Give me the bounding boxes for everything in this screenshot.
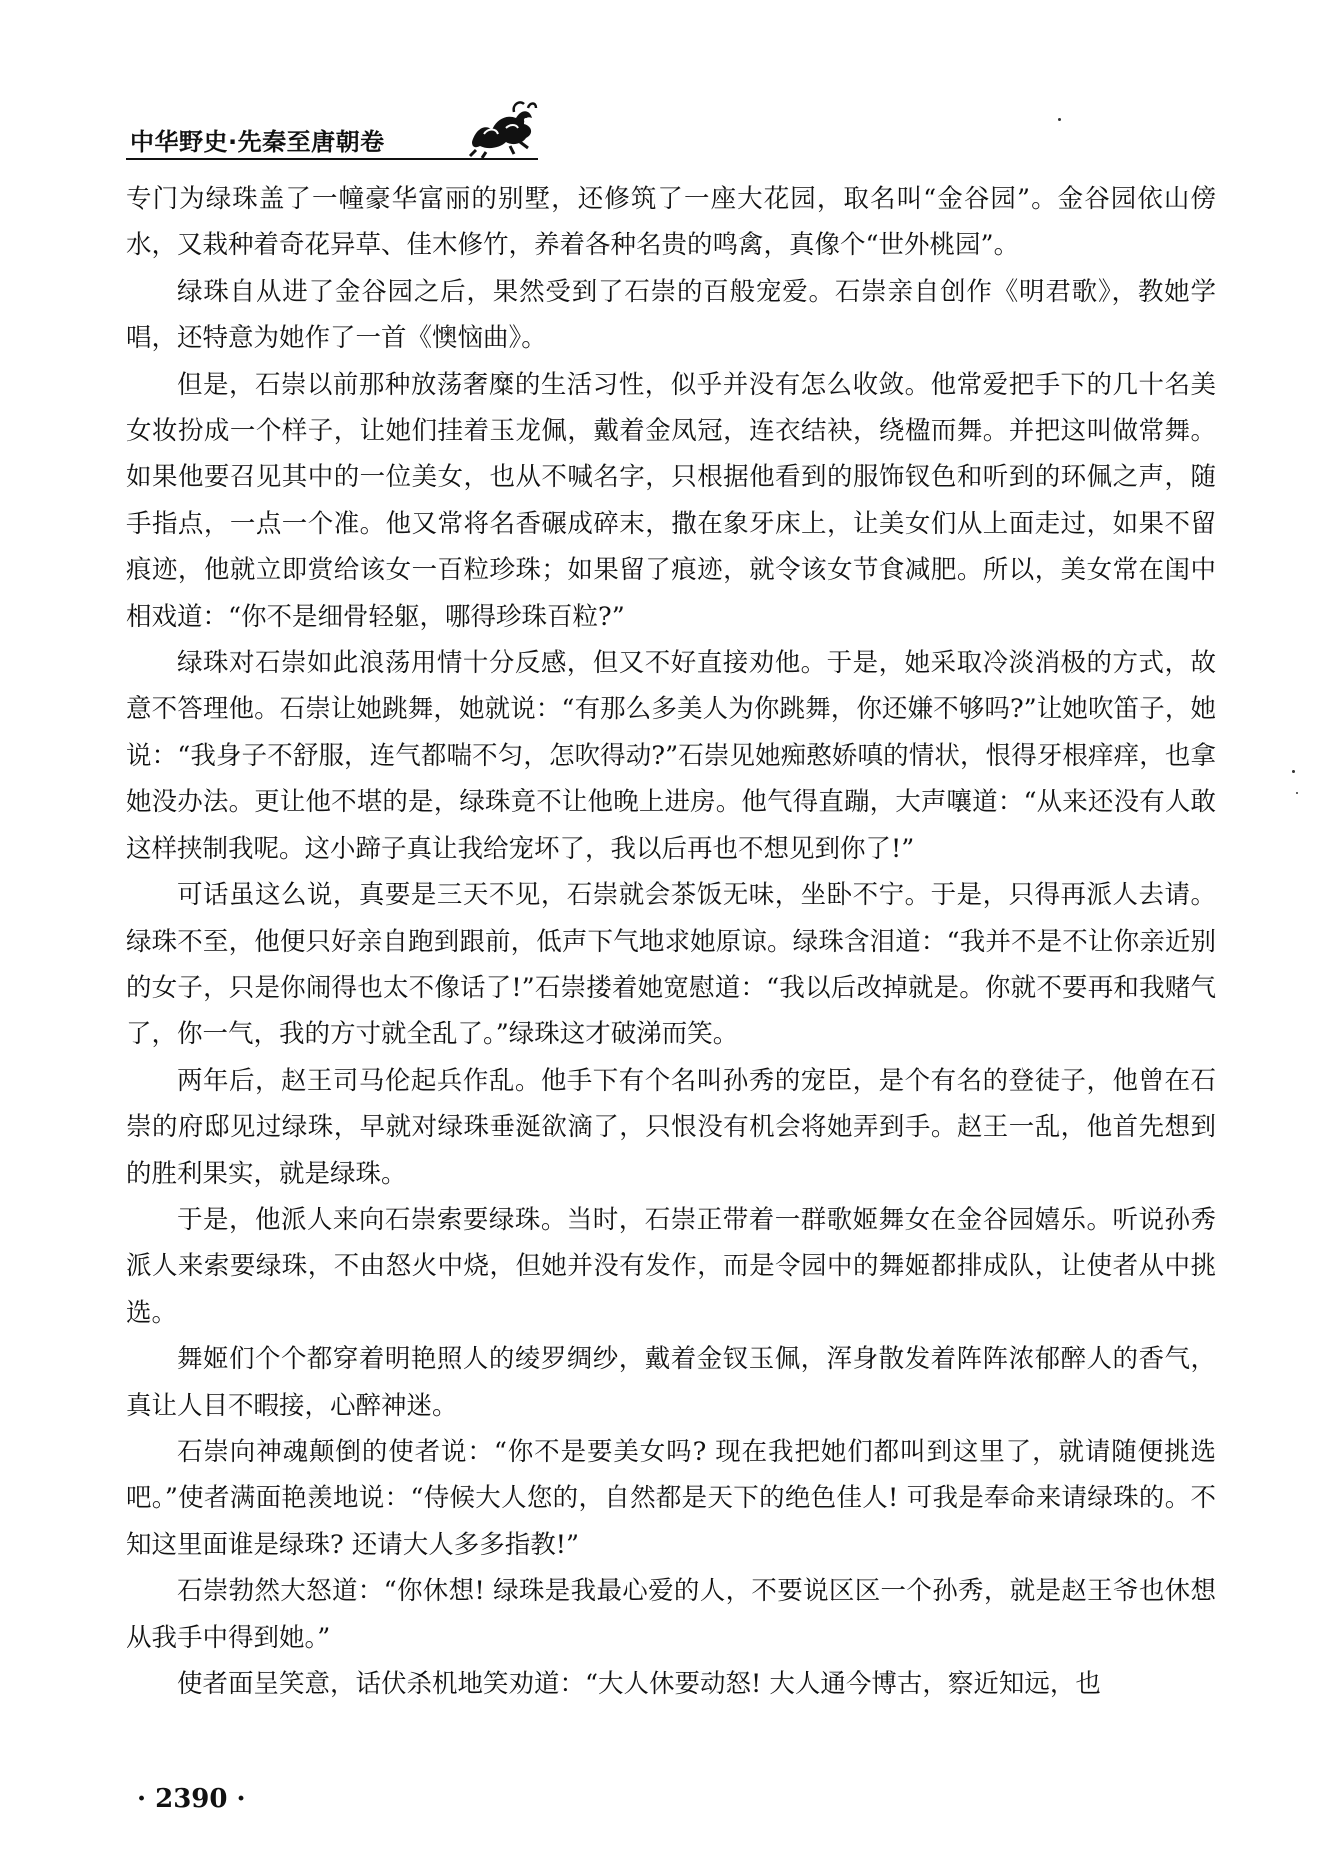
header-rule: [126, 158, 538, 160]
book-title: 中华野史·先秦至唐朝卷: [130, 128, 385, 156]
paragraph: 绿珠对石崇如此浪荡用情十分反感，但又不好直接劝他。于是，她采取冷淡消极的方式，故意不答理他。石崇让她跳舞，她就说：“有那么多美人为你跳舞，你还嫌不够吗?”让她吹笛子，她说：“我身子不舒服，连气都喘不匀，怎吹得动?”石崇见她痴憨娇嗔的情状，恨得牙根痒痒，也拿她没办法。更让他不堪的是，绿珠竟不让他晚上进房。他气得直蹦，大声嚷道：“从来还没有人敢这样挟制我呢。这小蹄子真让我给宠坏了，我以后再也不想见到你了!”: [126, 648, 1216, 864]
scan-speck: [1058, 118, 1061, 121]
paragraph: 于是，他派人来向石崇索要绿珠。当时，石崇正带着一群歌姬舞女在金谷园嬉乐。听说孙秀派人来索要绿珠，不由怒火中烧，但她并没有发作，而是令园中的舞姬都排成队，让使者从中挑选。: [126, 1204, 1216, 1328]
dragon-emblem-icon: [466, 98, 538, 160]
paragraph: 舞姬们个个都穿着明艳照人的绫罗绸纱，戴着金钗玉佩，浑身散发着阵阵浓郁醉人的香气，真让人目不暇接，心醉神迷。: [126, 1344, 1216, 1421]
paragraph: 绿珠自从进了金谷园之后，果然受到了石崇的百般宠爱。石崇亲自创作《明君歌》，教她学唱，还特意为她作了一首《懊恼曲》。: [126, 276, 1216, 354]
paragraph: 专门为绿珠盖了一幢豪华富丽的别墅，还修筑了一座大花园，取名叫“金谷园”。金谷园依山傍水，又栽种着奇花异草、佳木修竹，养着各种名贵的鸣禽，真像个“世外桃园”。: [126, 184, 1216, 261]
paragraph: 但是，石崇以前那种放荡奢糜的生活习性，似乎并没有怎么收敛。他常爱把手下的几十名美女妆扮成一个样子，让她们挂着玉龙佩，戴着金凤冠，连衣结袂，绕楹而舞。并把这叫做常舞。如果他要召见其中的一位美女，也从不喊名字，只根据他看到的服饰钗色和听到的环佩之声，随手指点，一点一个准。他又常将名香碾成碎末，撒在象牙床上，让美女们从上面走过，如果不留痕迹，他就立即赏给该女一百粒珍珠；如果留了痕迹，就令该女节食减肥。所以，美女常在闺中相戏道：“你不是细骨轻躯，哪得珍珠百粒?”: [126, 369, 1216, 632]
scan-speck: [1296, 792, 1298, 794]
page-number: · 2390 ·: [137, 1784, 246, 1814]
running-header: [126, 104, 538, 166]
paragraph: 可话虽这么说，真要是三天不见，石崇就会茶饭无味，坐卧不宁。于是，只得再派人去请。绿珠不至，他便只好亲自跑到跟前，低声下气地求她原谅。绿珠含泪道：“我并不是不让你亲近别的女子，只是你闹得也太不像话了!”石崇搂着她宽慰道：“我以后改掉就是。你就不要再和我赌气了，你一气，我的方寸就全乱了。”绿珠这才破涕而笑。: [126, 880, 1216, 1050]
scan-speck: [1292, 770, 1295, 773]
paragraph: 两年后，赵王司马伦起兵作乱。他手下有个名叫孙秀的宠臣，是个有名的登徒子，他曾在石崇的府邸见过绿珠，早就对绿珠垂涎欲滴了，只恨没有机会将她弄到手。赵王一乱，他首先想到的胜利果实，就是绿珠。: [126, 1065, 1216, 1189]
body-text: [126, 176, 1216, 1707]
paragraph: 石崇勃然大怒道：“你休想! 绿珠是我最心爱的人，不要说区区一个孙秀，就是赵王爷也休想从我手中得到她。”: [126, 1576, 1216, 1653]
paragraph: 石崇向神魂颠倒的使者说：“你不是要美女吗? 现在我把她们都叫到这里了，就请随便挑选吧。”使者满面艳羡地说：“侍候大人您的，自然都是天下的绝色佳人! 可我是奉命来请绿珠的。不知这里面谁是绿珠? 还请大人多多指教!”: [126, 1436, 1216, 1560]
paragraph: 使者面呈笑意，话伏杀机地笑劝道：“大人休要动怒! 大人通今博古，察近知远，也: [177, 1669, 1101, 1699]
